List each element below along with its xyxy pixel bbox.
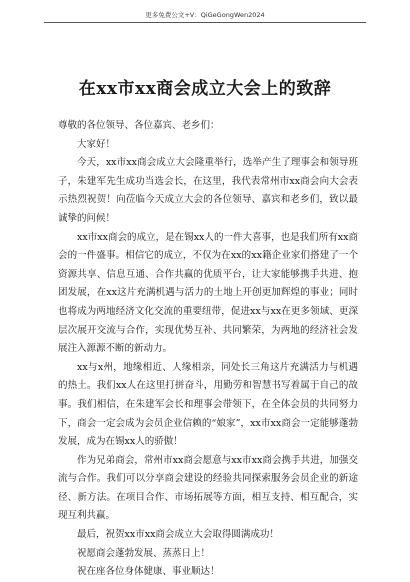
paragraph: xx市xx商会的成立，是在锡xx人的一件大喜事，也是我们所有xx商会的一件盛事。相信它的成立，不仅为在xx的xx籍企业家们搭建了一个资源共享、信息互通、合作共赢的优质平台，让大家能够携手共进、抱团发展，在xx这片充满机遇与活力的土地上开创更加辉煌的事业；同时也将成为两地经济文化交流的重要纽带，促进xx与xx在更多领域、更深层次展开交流与合作，实现优势互补、共同繁荣，为两地的经济社会发展注入源源不断的新动力。 bbox=[58, 231, 358, 355]
document-body bbox=[58, 117, 358, 582]
paragraph: 作为兄弟商会，常州市xx商会愿意与xx市xx商会携手共进，加强交流与合作。我们可以分享商会建设的经验共同探索服务会员企业的新途径、新方法。在项目合作、市场拓展等方面，相互支持、相互配合，实现互利共赢。 bbox=[58, 454, 358, 522]
closing-line: 祝愿商会蓬勃发展、蒸蒸日上！ bbox=[77, 547, 211, 559]
header-note: 更多免费公文+V：QiGeGongWen2024 bbox=[145, 11, 265, 19]
document-title: 在xx市xx商会成立大会上的致辞 bbox=[78, 79, 332, 99]
paragraph: 今天，xx市xx商会成立大会隆重举行，选举产生了理事会和领导班子，朱建军先生成功当选会长，在这里，我代表常州市xx商会向大会表示热烈祝贺！向莅临今天成立大会的各位领导、嘉宾和老乡们，致以最诚挚的问候！ bbox=[58, 157, 358, 224]
salutation: 尊敬的各位领导、各位嘉宾、老乡们： bbox=[58, 120, 220, 131]
header-divider bbox=[44, 22, 366, 23]
paragraph: xx与x州，地缘相近、人缘相亲，同处长三角这片充满活力与机遇的热土。我们xx人在这里打拼奋斗，用勤劳和智慧书写着属于自己的故事。我们相信，在朱建军会长和理事会带领下，在全体会员的共同努力下，商会一定会成为会员企业信赖的“娘家”，xx市xx商会一定能够蓬勃发展，成为在锡xx人的骄傲！ bbox=[58, 361, 358, 448]
closing-line: 祝在座各位身体健康、事业顺达！ bbox=[77, 566, 220, 578]
paragraph-greeting: 大家好！ bbox=[77, 138, 116, 150]
closing-line: 最后，祝贺xx市xx商会成立大会取得圆满成功！ bbox=[77, 529, 279, 541]
